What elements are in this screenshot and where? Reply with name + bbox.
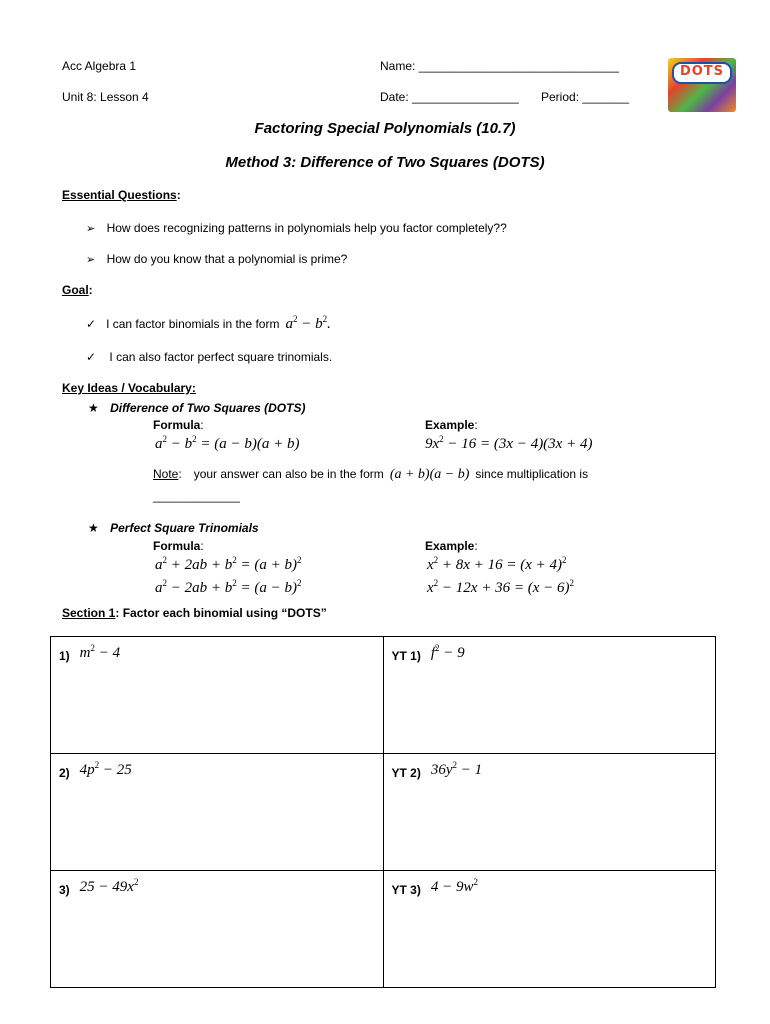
goal-heading: Goal: [62, 283, 93, 297]
dots-logo [668, 58, 736, 112]
pst-example-diff: $x^2 - 12x + 36 = (x - 6)^2$ [427, 578, 574, 596]
star-icon: ★ [88, 401, 99, 415]
problem-cell[interactable]: 3) $25 - 49x^2$ [51, 871, 384, 988]
dots-logo-text: DOTS [672, 62, 732, 84]
pst-heading: ★ Perfect Square Trinomials [88, 521, 259, 535]
goal-item: ✓ I can also factor perfect square trinomials. [86, 350, 333, 364]
page-title: Factoring Special Polynomials (10.7) [254, 120, 516, 137]
dots-example: $9x^2 - 16 = (3x - 4)(3x + 4)$ [425, 434, 593, 452]
goal-item: ✓ I can factor binomials in the form $a^2 - b^2$. [86, 314, 331, 332]
question-item: ➢ How does recognizing patterns in polynomials help you factor completely?? [86, 221, 507, 235]
problem-table [50, 636, 716, 988]
method-title: Method 3: Difference of Two Squares (DOTS) [225, 154, 545, 171]
problem-cell[interactable]: YT 3) $4 - 9w^2$ [383, 871, 716, 988]
unit-lesson: Unit 8: Lesson 4 [62, 90, 149, 104]
period-field[interactable]: Period: _______ [541, 90, 630, 104]
dots-note: Note : your answer can also be in the form (a + b)(a − b) since multiplication is [153, 467, 589, 482]
pst-formula-diff: $a^2 - 2ab + b^2 = (a - b)^2$ [155, 578, 302, 596]
problem-cell[interactable]: 2) $4p^2 - 25$ [51, 754, 384, 871]
checkmark-icon: ✓ [86, 317, 97, 331]
pst-example-sum: $x^2 + 8x + 16 = (x + 4)^2$ [427, 555, 567, 573]
pst-formula-label: Formula: [153, 539, 204, 553]
question-item: ➢ How do you know that a polynomial is prime? [86, 252, 348, 266]
pst-formula-sum: $a^2 + 2ab + b^2 = (a + b)^2$ [155, 555, 302, 573]
dots-heading: ★ Difference of Two Squares (DOTS) [88, 401, 306, 415]
dots-example-label: Example: [425, 418, 478, 432]
dots-formula: $a^2 - b^2 = (a - b)(a + b)$ [155, 434, 300, 452]
arrow-bullet-icon: ➢ [86, 254, 96, 266]
key-ideas-heading: Key Ideas / Vocabulary: [62, 381, 196, 395]
name-field[interactable]: Name: ______________________________ [380, 59, 619, 73]
course-name: Acc Algebra 1 [62, 59, 137, 73]
checkmark-icon: ✓ [86, 350, 97, 364]
dots-formula-label: Formula: [153, 418, 204, 432]
essential-questions-heading: Essential Questions: [62, 188, 181, 202]
pst-example-label: Example: [425, 539, 478, 553]
problem-cell[interactable]: YT 2) $36y^2 - 1$ [383, 754, 716, 871]
section1-heading: Section 1: Factor each binomial using “DOTS” [62, 606, 327, 620]
dots-note-blank[interactable]: _____________ [153, 489, 240, 503]
date-field[interactable]: Date: ________________ [380, 90, 519, 104]
star-icon: ★ [88, 521, 99, 535]
problem-cell[interactable]: 1) $m^2 - 4$ [51, 637, 384, 754]
problem-cell[interactable]: YT 1) $f^2 - 9$ [383, 637, 716, 754]
arrow-bullet-icon: ➢ [86, 223, 96, 235]
